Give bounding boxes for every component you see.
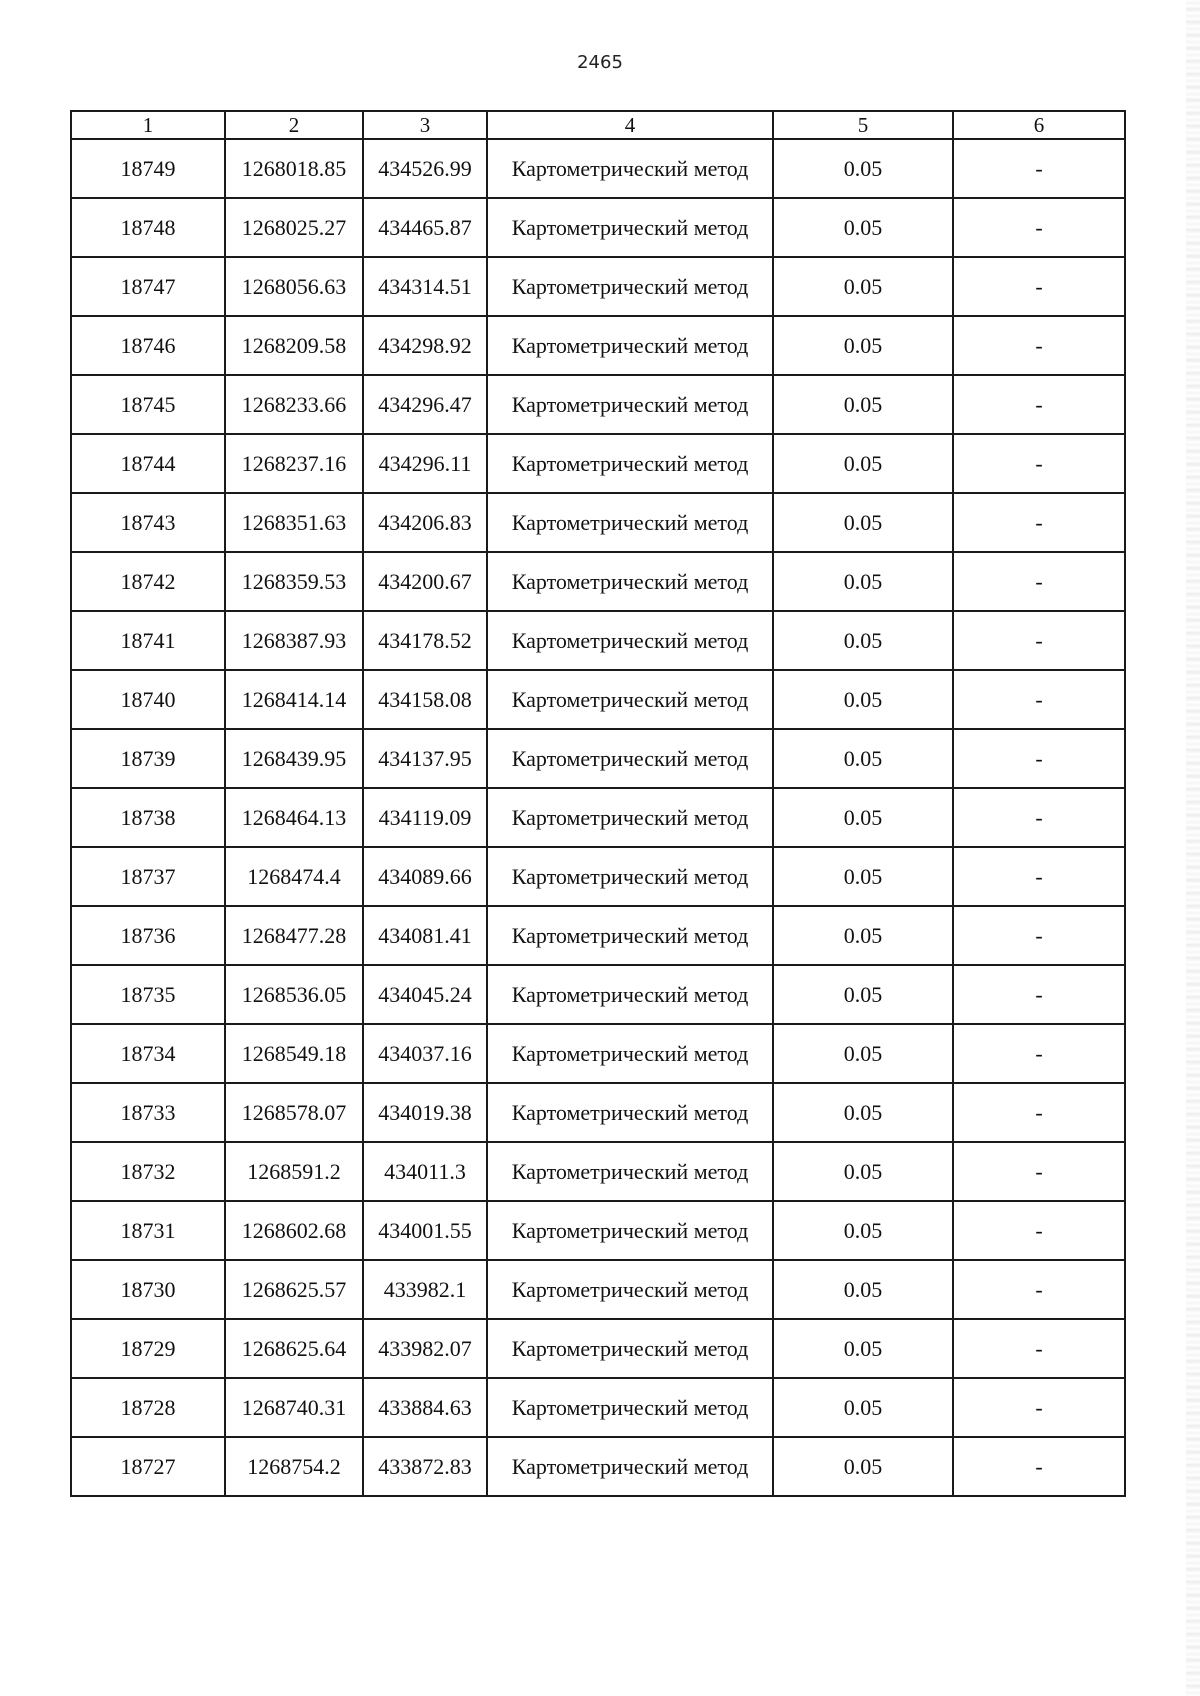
- cell-point-number: 18736: [71, 906, 225, 965]
- cell-method: Картометрический метод: [487, 788, 773, 847]
- cell-accuracy: 0.05: [773, 965, 953, 1024]
- cell-coordinate-y: 433982.1: [363, 1260, 487, 1319]
- cell-method: Картометрический метод: [487, 1260, 773, 1319]
- table-row: [71, 1142, 1125, 1201]
- cell-coordinate-x: 1268359.53: [225, 552, 363, 611]
- table-row: [71, 1378, 1125, 1437]
- table-row: [71, 729, 1125, 788]
- cell-coordinate-x: 1268591.2: [225, 1142, 363, 1201]
- table-body: [71, 139, 1125, 1496]
- cell-method: Картометрический метод: [487, 139, 773, 198]
- cell-method: Картометрический метод: [487, 1083, 773, 1142]
- cell-coordinate-y: 434200.67: [363, 552, 487, 611]
- cell-coordinate-x: 1268625.57: [225, 1260, 363, 1319]
- cell-point-number: 18741: [71, 611, 225, 670]
- table-header: [71, 111, 1125, 139]
- cell-coordinate-x: 1268474.4: [225, 847, 363, 906]
- cell-point-number: 18734: [71, 1024, 225, 1083]
- cell-point-number: 18747: [71, 257, 225, 316]
- cell-coordinate-y: 434296.11: [363, 434, 487, 493]
- cell-method: Картометрический метод: [487, 1024, 773, 1083]
- cell-method: Картометрический метод: [487, 729, 773, 788]
- table-row: [71, 375, 1125, 434]
- cell-note: -: [953, 1201, 1125, 1260]
- cell-point-number: 18737: [71, 847, 225, 906]
- cell-method: Картометрический метод: [487, 1201, 773, 1260]
- cell-accuracy: 0.05: [773, 847, 953, 906]
- table-row: [71, 1437, 1125, 1496]
- table-row: [71, 1260, 1125, 1319]
- cell-coordinate-y: 434298.92: [363, 316, 487, 375]
- cell-coordinate-x: 1268754.2: [225, 1437, 363, 1496]
- cell-coordinate-y: 434137.95: [363, 729, 487, 788]
- cell-note: -: [953, 670, 1125, 729]
- cell-note: -: [953, 965, 1125, 1024]
- cell-accuracy: 0.05: [773, 1437, 953, 1496]
- cell-coordinate-x: 1268740.31: [225, 1378, 363, 1437]
- cell-coordinate-x: 1268439.95: [225, 729, 363, 788]
- cell-coordinate-y: 434119.09: [363, 788, 487, 847]
- cell-note: -: [953, 1319, 1125, 1378]
- cell-method: Картометрический метод: [487, 1319, 773, 1378]
- cell-coordinate-x: 1268464.13: [225, 788, 363, 847]
- cell-coordinate-y: 433872.83: [363, 1437, 487, 1496]
- cell-accuracy: 0.05: [773, 788, 953, 847]
- cell-coordinate-y: 433982.07: [363, 1319, 487, 1378]
- cell-point-number: 18730: [71, 1260, 225, 1319]
- cell-coordinate-x: 1268477.28: [225, 906, 363, 965]
- cell-coordinate-y: 434314.51: [363, 257, 487, 316]
- cell-method: Картометрический метод: [487, 611, 773, 670]
- cell-method: Картометрический метод: [487, 1437, 773, 1496]
- cell-point-number: 18729: [71, 1319, 225, 1378]
- cell-coordinate-y: 434081.41: [363, 906, 487, 965]
- cell-note: -: [953, 1024, 1125, 1083]
- cell-point-number: 18743: [71, 493, 225, 552]
- cell-method: Картометрический метод: [487, 670, 773, 729]
- table-row: [71, 1319, 1125, 1378]
- cell-method: Картометрический метод: [487, 316, 773, 375]
- cell-point-number: 18728: [71, 1378, 225, 1437]
- column-header-3: 3: [363, 111, 487, 139]
- cell-note: -: [953, 1378, 1125, 1437]
- cell-point-number: 18749: [71, 139, 225, 198]
- cell-coordinate-x: 1268018.85: [225, 139, 363, 198]
- cell-accuracy: 0.05: [773, 611, 953, 670]
- cell-note: -: [953, 493, 1125, 552]
- cell-note: -: [953, 611, 1125, 670]
- cell-coordinate-x: 1268578.07: [225, 1083, 363, 1142]
- cell-coordinate-y: 434178.52: [363, 611, 487, 670]
- cell-accuracy: 0.05: [773, 1260, 953, 1319]
- cell-note: -: [953, 1437, 1125, 1496]
- cell-note: -: [953, 788, 1125, 847]
- cell-point-number: 18731: [71, 1201, 225, 1260]
- table-row: [71, 198, 1125, 257]
- cell-accuracy: 0.05: [773, 1201, 953, 1260]
- cell-point-number: 18732: [71, 1142, 225, 1201]
- column-header-5: 5: [773, 111, 953, 139]
- cell-point-number: 18735: [71, 965, 225, 1024]
- cell-point-number: 18742: [71, 552, 225, 611]
- cell-point-number: 18745: [71, 375, 225, 434]
- cell-accuracy: 0.05: [773, 906, 953, 965]
- cell-coordinate-y: 434158.08: [363, 670, 487, 729]
- cell-coordinate-y: 434296.47: [363, 375, 487, 434]
- table-row: [71, 434, 1125, 493]
- cell-coordinate-y: 434465.87: [363, 198, 487, 257]
- table-row: [71, 316, 1125, 375]
- cell-coordinate-x: 1268536.05: [225, 965, 363, 1024]
- cell-point-number: 18739: [71, 729, 225, 788]
- cell-accuracy: 0.05: [773, 1024, 953, 1083]
- cell-coordinate-x: 1268209.58: [225, 316, 363, 375]
- cell-accuracy: 0.05: [773, 670, 953, 729]
- page-number: 2465: [577, 52, 623, 73]
- table-row: [71, 493, 1125, 552]
- cell-note: -: [953, 139, 1125, 198]
- cell-accuracy: 0.05: [773, 375, 953, 434]
- cell-point-number: 18740: [71, 670, 225, 729]
- table-row: [71, 788, 1125, 847]
- cell-note: -: [953, 847, 1125, 906]
- cell-coordinate-y: 434011.3: [363, 1142, 487, 1201]
- cell-note: -: [953, 1083, 1125, 1142]
- cell-accuracy: 0.05: [773, 198, 953, 257]
- cell-method: Картометрический метод: [487, 552, 773, 611]
- cell-note: -: [953, 434, 1125, 493]
- table-row: [71, 552, 1125, 611]
- cell-note: -: [953, 1142, 1125, 1201]
- table-row: [71, 670, 1125, 729]
- column-header-1: 1: [71, 111, 225, 139]
- cell-coordinate-y: 434019.38: [363, 1083, 487, 1142]
- cell-accuracy: 0.05: [773, 316, 953, 375]
- cell-coordinate-x: 1268602.68: [225, 1201, 363, 1260]
- cell-method: Картометрический метод: [487, 847, 773, 906]
- cell-coordinate-x: 1268351.63: [225, 493, 363, 552]
- cell-note: -: [953, 375, 1125, 434]
- cell-coordinate-x: 1268233.66: [225, 375, 363, 434]
- cell-coordinate-y: 434037.16: [363, 1024, 487, 1083]
- table-row: [71, 965, 1125, 1024]
- cell-point-number: 18727: [71, 1437, 225, 1496]
- cell-method: Картометрический метод: [487, 965, 773, 1024]
- cell-point-number: 18744: [71, 434, 225, 493]
- cell-point-number: 18748: [71, 198, 225, 257]
- cell-note: -: [953, 906, 1125, 965]
- cell-coordinate-x: 1268549.18: [225, 1024, 363, 1083]
- cell-method: Картометрический метод: [487, 257, 773, 316]
- cell-coordinate-y: 434045.24: [363, 965, 487, 1024]
- table-row: [71, 847, 1125, 906]
- column-header-2: 2: [225, 111, 363, 139]
- cell-coordinate-x: 1268025.27: [225, 198, 363, 257]
- cell-coordinate-y: 433884.63: [363, 1378, 487, 1437]
- cell-accuracy: 0.05: [773, 729, 953, 788]
- table-row: [71, 906, 1125, 965]
- cell-accuracy: 0.05: [773, 493, 953, 552]
- coordinates-table: [70, 110, 1126, 1497]
- cell-note: -: [953, 316, 1125, 375]
- cell-method: Картометрический метод: [487, 906, 773, 965]
- table-row: [71, 611, 1125, 670]
- cell-method: Картометрический метод: [487, 493, 773, 552]
- cell-accuracy: 0.05: [773, 1319, 953, 1378]
- column-header-6: 6: [953, 111, 1125, 139]
- table-row: [71, 257, 1125, 316]
- cell-accuracy: 0.05: [773, 434, 953, 493]
- scan-edge-artifact: [1186, 0, 1200, 1696]
- cell-note: -: [953, 257, 1125, 316]
- table-row: [71, 1024, 1125, 1083]
- table-row: [71, 1083, 1125, 1142]
- cell-accuracy: 0.05: [773, 257, 953, 316]
- cell-note: -: [953, 729, 1125, 788]
- cell-accuracy: 0.05: [773, 1083, 953, 1142]
- cell-coordinate-y: 434526.99: [363, 139, 487, 198]
- cell-note: -: [953, 552, 1125, 611]
- cell-point-number: 18746: [71, 316, 225, 375]
- cell-accuracy: 0.05: [773, 1142, 953, 1201]
- cell-point-number: 18738: [71, 788, 225, 847]
- column-header-4: 4: [487, 111, 773, 139]
- cell-coordinate-y: 434206.83: [363, 493, 487, 552]
- cell-accuracy: 0.05: [773, 139, 953, 198]
- cell-method: Картометрический метод: [487, 375, 773, 434]
- cell-method: Картометрический метод: [487, 1378, 773, 1437]
- cell-point-number: 18733: [71, 1083, 225, 1142]
- cell-accuracy: 0.05: [773, 552, 953, 611]
- cell-accuracy: 0.05: [773, 1378, 953, 1437]
- cell-coordinate-x: 1268237.16: [225, 434, 363, 493]
- table-row: [71, 1201, 1125, 1260]
- cell-method: Картометрический метод: [487, 1142, 773, 1201]
- cell-coordinate-x: 1268056.63: [225, 257, 363, 316]
- cell-coordinate-y: 434001.55: [363, 1201, 487, 1260]
- cell-method: Картометрический метод: [487, 198, 773, 257]
- header-row: [71, 111, 1125, 139]
- cell-coordinate-y: 434089.66: [363, 847, 487, 906]
- cell-coordinate-x: 1268387.93: [225, 611, 363, 670]
- cell-note: -: [953, 1260, 1125, 1319]
- cell-method: Картометрический метод: [487, 434, 773, 493]
- cell-note: -: [953, 198, 1125, 257]
- cell-coordinate-x: 1268625.64: [225, 1319, 363, 1378]
- table-row: [71, 139, 1125, 198]
- cell-coordinate-x: 1268414.14: [225, 670, 363, 729]
